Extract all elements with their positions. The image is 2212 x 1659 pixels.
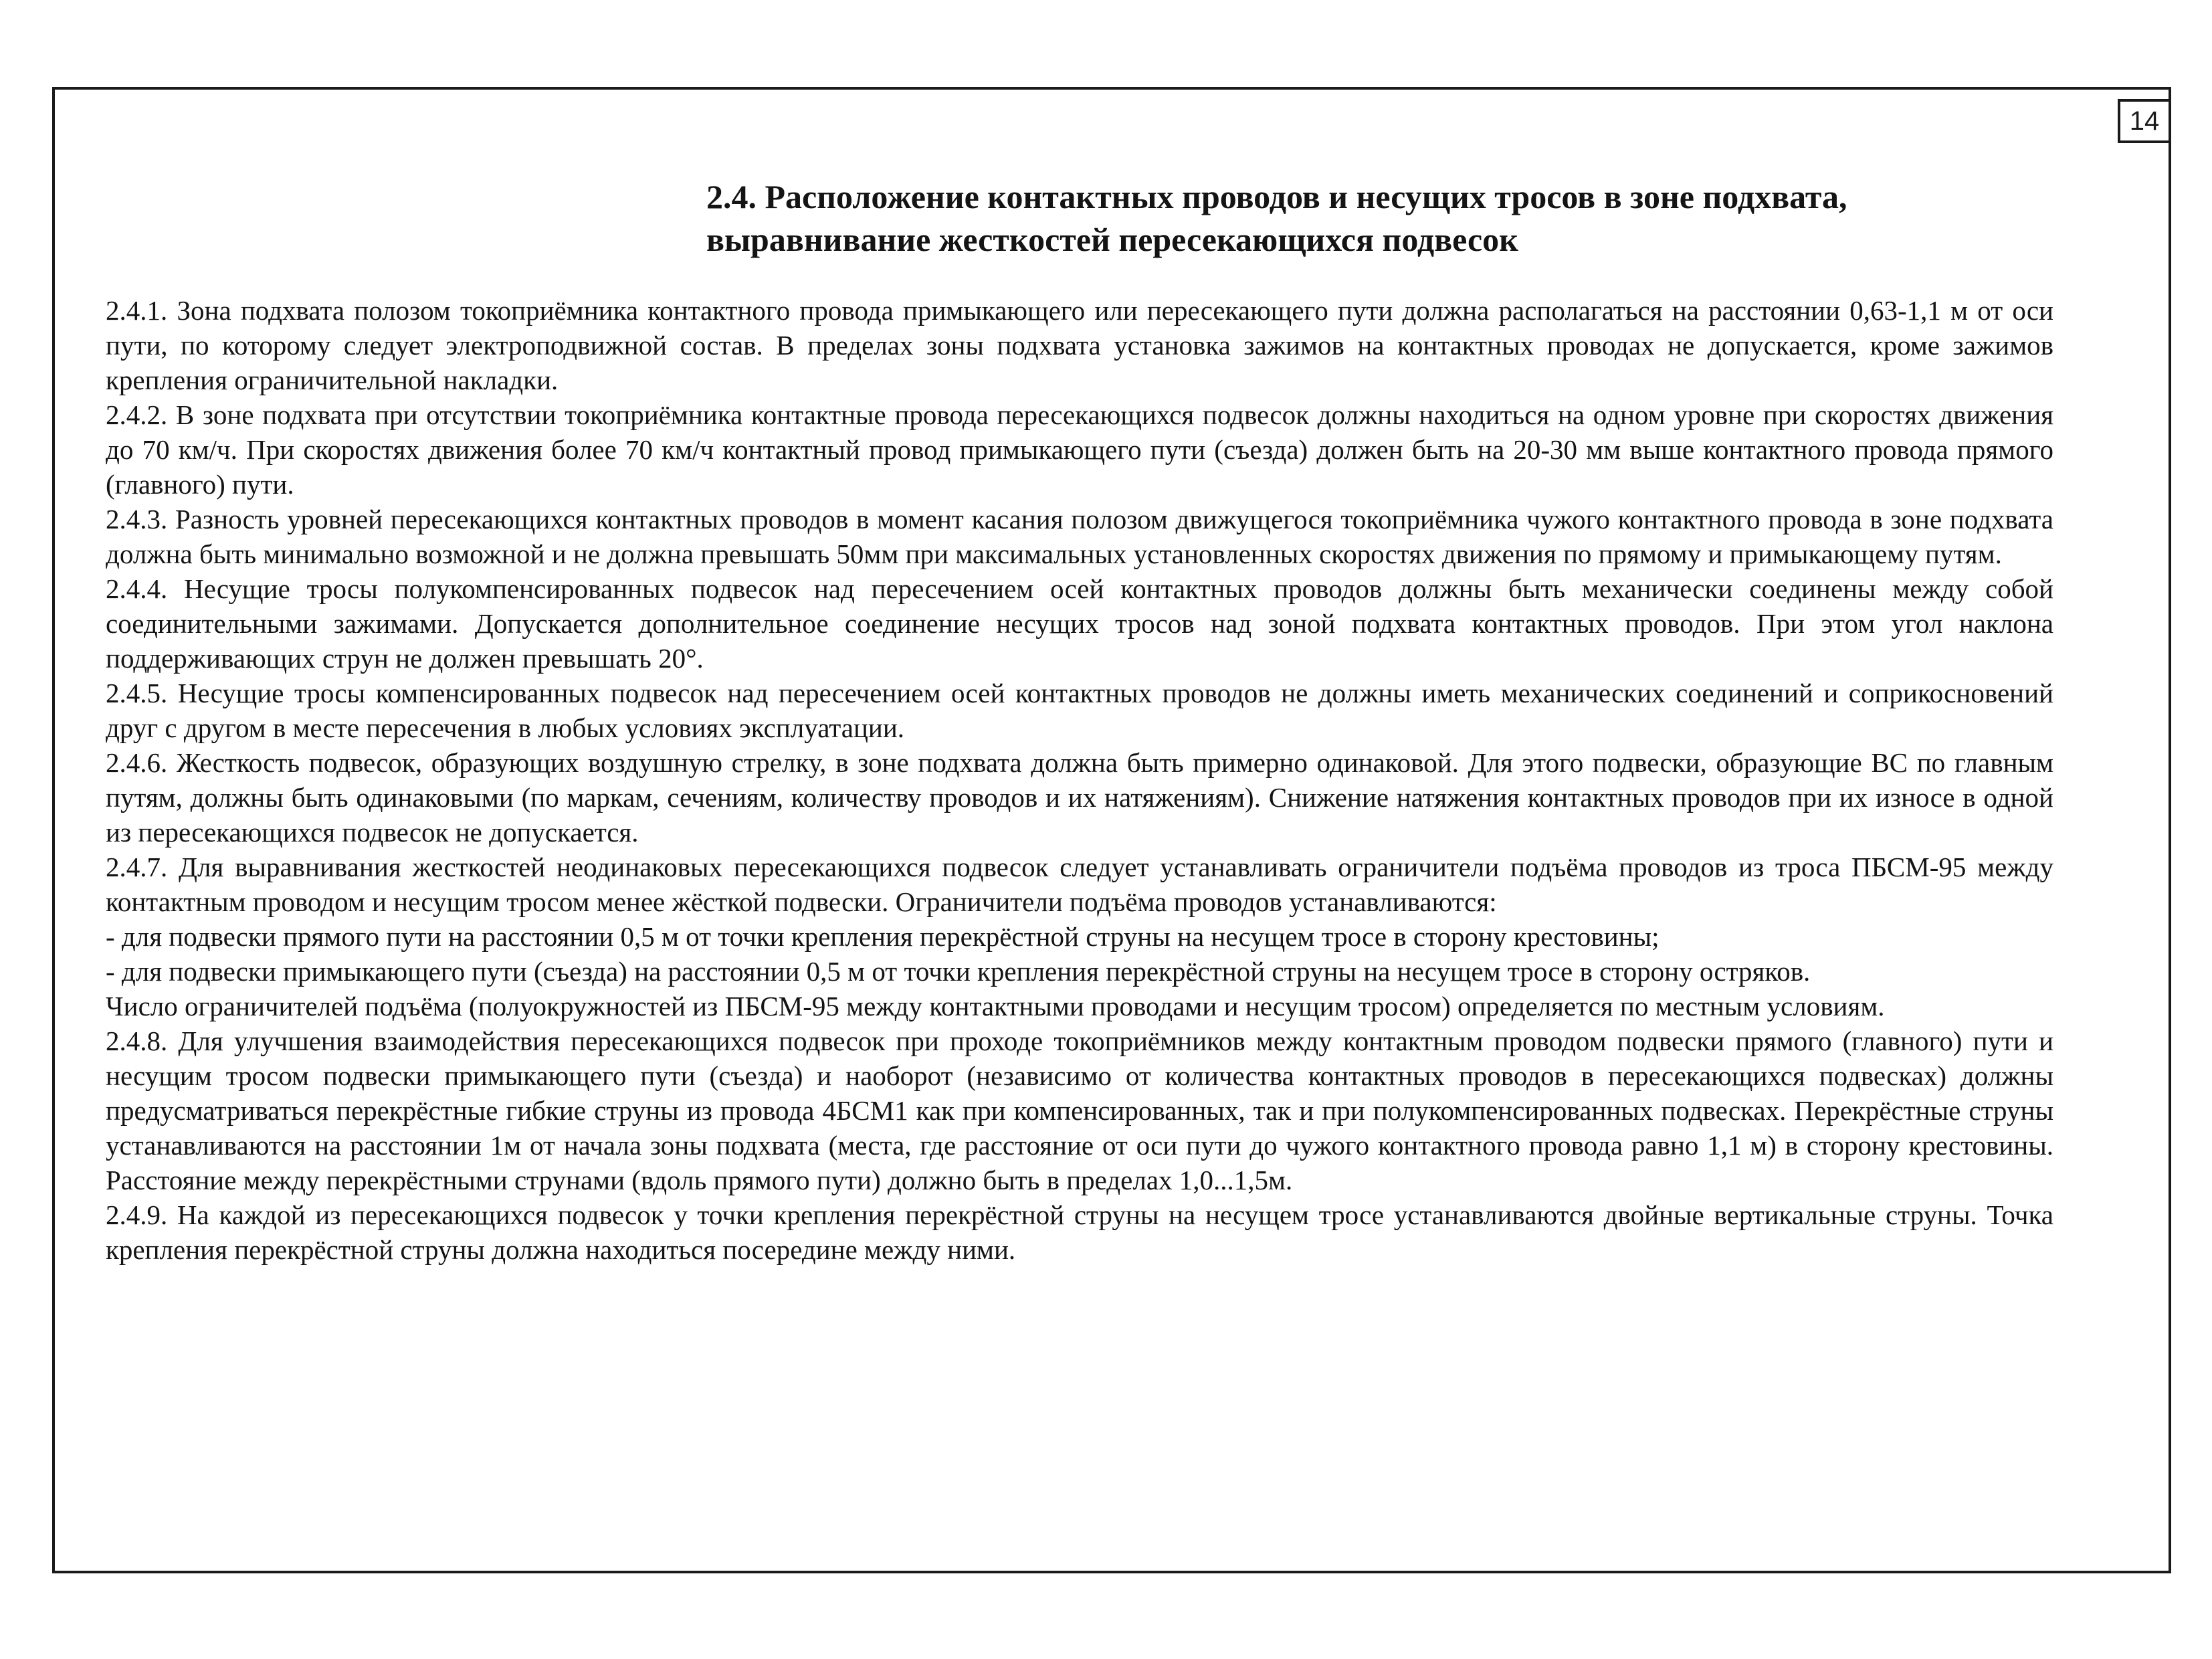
paragraph-2-4-3: 2.4.3. Разность уровней пересекающихся контактных проводов в момент касания полозом движущегося токоприёмника чужого контактного провода в зоне подхвата должна быть минимально возможной и не должна превышать 50мм при максимальных установленных скоростях движения по прямому и примыкающему путям. [106,504,2053,569]
page-number: 14 [2118,99,2171,143]
paragraph-2-4-9: 2.4.9. На каждой из пересекающихся подвесок у точки крепления перекрёстной струны на несущем тросе устанавливаются двойные вертикальные струны. Точка крепления перекрёстной струны должна находиться посередине между ними. [106,1199,2053,1265]
section-heading-line-1: 2.4. Расположение контактных проводов и несущих тросов в зоне подхвата, [706,178,1847,215]
paragraph-2-4-1: 2.4.1. Зона подхвата полозом токоприёмника контактного провода примыкающего или пересекающего пути должна располагаться на расстоянии 0,63-1,1 м от оси пути, по которому следует электроподвижной состав. В пределах зоны подхвата установка зажимов на контактных проводах не допускается, кроме зажимов крепления ограничительной накладки. [106,295,2053,395]
list-item-main-track: - для подвески прямого пути на расстоянии 0,5 м от точки крепления перекрёстной струны на несущем тросе в сторону крестовины; [106,921,1660,952]
section-heading [706,175,2124,261]
paragraph-2-4-5: 2.4.5. Несущие тросы компенсированных подвесок над пересечением осей контактных проводов не должны иметь механических соединений и соприкосновений друг с другом в месте пересечения в любых условиях эксплуатации. [106,678,2053,743]
list-item-adjacent-track: - для подвески примыкающего пути (съезда) на расстоянии 0,5 м от точки крепления перекрёстной струны на несущем тросе в сторону остряков. [106,956,1811,987]
paragraph-2-4-6: 2.4.6. Жесткость подвесок, образующих воздушную стрелку, в зоне подхвата должна быть примерно одинаковой. Для этого подвески, образующие ВС по главным путям, должны быть одинаковыми (по маркам, сечениям, количеству проводов и их натяжениям). Снижение натяжения контактных проводов при их износе в одной из пересекающихся подвесок не допускается. [106,747,2053,848]
paragraph-2-4-4: 2.4.4. Несущие тросы полукомпенсированных подвесок над пересечением осей контактных проводов должны быть механически соединены между собой соединительными зажимами. Допускается дополнительное соединение несущих тросов над зоной подхвата контактных проводов. При этом угол наклона поддерживающих струн не должен превышать 20°. [106,573,2053,674]
section-body [106,293,2053,1267]
paragraph-2-4-2: 2.4.2. В зоне подхвата при отсутствии токоприёмника контактные провода пересекающихся подвесок должны находиться на одном уровне при скоростях движения до 70 км/ч. При скоростях движения более 70 км/ч контактный провод примыкающего пути (съезда) должен быть на 20-30 мм выше контактного провода прямого (главного) пути. [106,399,2053,500]
paragraph-2-4-8: 2.4.8. Для улучшения взаимодействия пересекающихся подвесок при проходе токоприёмников между контактным проводом подвески прямого (главного) пути и несущим тросом подвески примыкающего пути (съезда) и наоборот (независимо от количества контактных проводов в пересекающихся подвесках) должны предусматриваться перекрёстные гибкие струны из провода 4БСМ1 как при компенсированных, так и при полукомпенсированных подвесках. Перекрёстные струны устанавливаются на расстоянии 1м от начала зоны подхвата (места, где расстояние от оси пути до чужого контактного провода равно 1,1 м) в сторону крестовины. Расстояние между перекрёстными струнами (вдоль прямого пути) должно быть в пределах 1,0...1,5м. [106,1026,2053,1195]
section-heading-line-2: выравнивание жесткостей пересекающихся подвесок [706,221,1518,258]
paragraph-limiters-count: Число ограничителей подъёма (полуокружностей из ПБСМ-95 между контактными проводами и несущим тросом) определяется по местным условиям. [106,991,1885,1021]
paragraph-2-4-7: 2.4.7. Для выравнивания жесткостей неодинаковых пересекающихся подвесок следует устанавливать ограничители подъёма проводов из троса ПБСМ-95 между контактным проводом и несущим тросом менее жёсткой подвески. Ограничители подъёма проводов устанавливаются: [106,852,2053,917]
